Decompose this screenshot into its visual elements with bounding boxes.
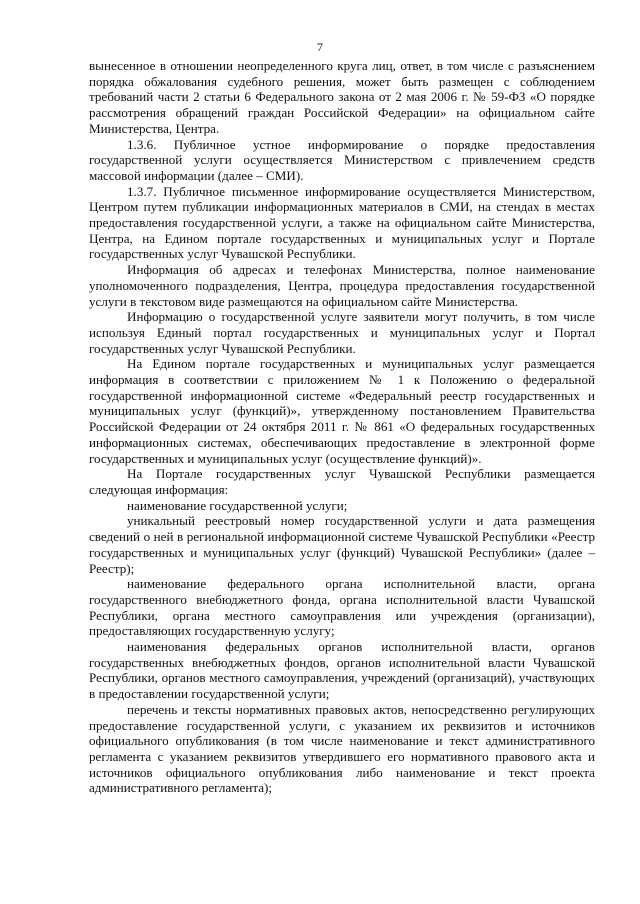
paragraph: На Едином портале государственных и муниципальных услуг размещается информация в соответствии с приложением № 1 к Положению о федеральной государственной информационной системе «Федеральный реестр государственных и муниципальных услуг (функций)», утвержденному постановлением Правительства Российской Федерации от 24 октября 2011 г. № 861 «О федеральных государственных информационных системах, обеспечивающих предоставление в электронной форме государственных и муниципальных услуг (осуществление функций)». <box>89 356 595 466</box>
paragraph: наименование федерального органа исполнительной власти, органа государственного внебюджетного фонда, органа исполнительной власти Чувашской Республики, органа местного самоуправления или учреждения (организации), предоставляющих государственную услугу; <box>89 576 595 639</box>
paragraph: наименования федеральных органов исполнительной власти, органов государственных внебюджетных фондов, органов исполнительной власти Чувашской Республики, органов местного самоуправления, учреждений (организаций), участвующих в предоставлении государственной услуги; <box>89 639 595 702</box>
document-body <box>89 58 595 796</box>
page-number: 7 <box>317 40 323 54</box>
paragraph: Информация об адресах и телефонах Министерства, полное наименование уполномоченного подразделения, Центра, процедура предоставления государственной услуги в текстовом виде размещаются на официальном сайте Министерства. <box>89 262 595 309</box>
paragraph: 1.3.6. Публичное устное информирование о порядке предоставления государственной услуги осуществляется Министерством с привлечением средств массовой информации (далее – СМИ). <box>89 136 595 183</box>
paragraph: вынесенное в отношении неопределенного круга лиц, ответ, в том числе с разъяснением порядка обжалования судебного решения, может быть размещен с соблюдением требований части 2 статьи 6 Федерального закона от 2 мая 2006 г. № 59-ФЗ «О порядке рассмотрения обращений граждан Российской Федерации» на официальном сайте Министерства, Центра. <box>89 58 595 136</box>
paragraph: Информацию о государственной услуге заявители могут получить, в том числе используя Единый портал государственных и муниципальных услуг и Портал государственных услуг Чувашской Республики. <box>89 309 595 356</box>
paragraph: На Портале государственных услуг Чувашской Республики размещается следующая информация: <box>89 466 595 497</box>
paragraph: уникальный реестровый номер государственной услуги и дата размещения сведений о ней в региональной информационной системе Чувашской Республики «Реестр государственных и муниципальных услуг (функций) Чувашской Республики» (далее – Реестр); <box>89 513 595 576</box>
paragraph: наименование государственной услуги; <box>127 497 348 513</box>
paragraph: перечень и тексты нормативных правовых актов, непосредственно регулирующих предоставление государственной услуги, с указанием их реквизитов и источников официального опубликования (в том числе наименование и текст административного регламента с указанием реквизитов утвердившего его нормативного правового акта и источников официального опубликования либо наименование и текст проекта административного регламента); <box>89 701 595 796</box>
paragraph: 1.3.7. Публичное письменное информирование осуществляется Министерством, Центром путем публикации информационных материалов в СМИ, на стендах в местах предоставления государственной услуги, а также на официальном сайте Министерства, Центра, на Едином портале государственных и муниципальных услуг и Портале государственных услуг Чувашской Республики. <box>89 183 595 262</box>
